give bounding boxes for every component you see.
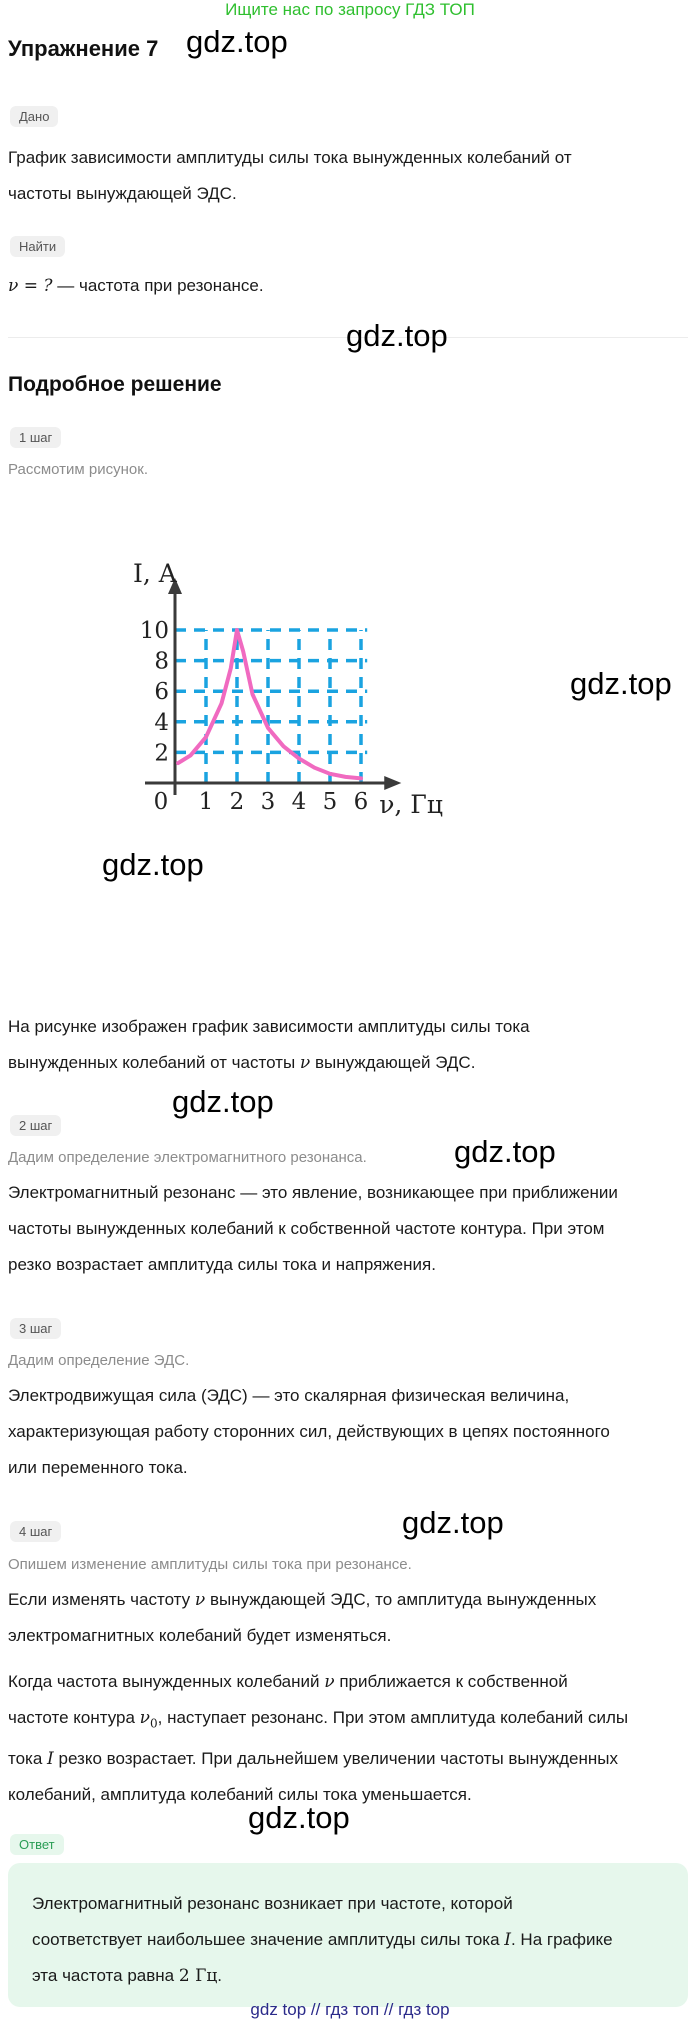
step4-line: приближается к собственной [334,1672,568,1691]
answer-value: 2 Гц [178,1966,218,1986]
y-tick-label: 8 [154,648,169,675]
step-caption: Дадим определение электромагнитного резонанса. [8,1149,367,1166]
step4-line: вынуждающей ЭДС, то амплитуда вынужденных [205,1590,597,1609]
given-line: График зависимости амплитуды силы тока вынужденных колебаний от [8,148,572,167]
x-tick-label: 5 [322,789,338,815]
step4-line: колебаний, амплитуда колебаний силы тока уменьшается. [8,1785,472,1805]
answer-line: . [217,1966,222,1985]
step-caption: Дадим определение ЭДС. [8,1352,190,1369]
x-axis-arrow [384,776,401,790]
given-line: частоты вынуждающей ЭДС. [8,184,237,203]
y-tick-label: 4 [154,709,169,736]
solution-heading: Подробное решение [8,373,222,396]
step1-line: вынуждающей ЭДС. [310,1053,476,1072]
step4-line: частоте контура [8,1708,140,1727]
step4-line: Когда частота вынужденных колебаний [8,1672,325,1691]
answer-line: соответствует наибольшее значение амплитуды силы тока [32,1930,505,1949]
answer-line: . На графике [510,1930,613,1949]
x-tick-label: 4 [291,789,307,815]
step4-text [8,1582,678,1813]
given-chip: Дано [10,106,58,127]
step1-line: На рисунке изображен график зависимости амплитуды силы тока [8,1017,530,1036]
step4-line: Если изменять частоту [8,1590,195,1609]
step-chip: 3 шаг [10,1318,61,1339]
y-tick-label: 6 [154,679,169,706]
nu-symbol: ν [194,1590,206,1610]
step1-line: вынужденных колебаний от частоты [8,1053,300,1072]
step3-line: или переменного тока. [8,1458,188,1477]
given-text [8,140,678,212]
footer-links[interactable]: gdz top // гдз топ // гдз top [250,2000,450,2019]
x-axis-label: ν, Гц [379,790,443,819]
chart-axes [145,578,401,795]
step3-text [8,1378,678,1486]
find-symbol: ν = ? [8,276,53,296]
step-chip: 1 шаг [10,427,61,448]
step-caption: Рассмотим рисунок. [8,461,148,478]
chart-grid [175,630,367,783]
watermark: gdz.top [346,318,448,353]
current-symbol: I [504,1930,511,1950]
step4-line: электромагнитных колебаний будет изменяться. [8,1626,392,1645]
step2-line: частоты вынужденных колебаний к собственной частоте контура. При этом [8,1219,605,1238]
watermark: gdz.top [248,1800,350,1835]
step1-text [8,1009,678,1081]
x-tick-label: 2 [229,789,245,815]
watermark: gdz.top [570,666,672,701]
nu0-symbol: ν [139,1708,150,1728]
step2-line: Электромагнитный резонанс — это явление, возникающее при приближении [8,1183,618,1202]
step4-line: , наступает резонанс. При этом амплитуда колебаний силы [157,1708,629,1727]
step3-line: Электродвижущая сила (ЭДС) — это скалярная физическая величина, [8,1386,570,1405]
nu-symbol: ν [324,1672,335,1692]
y-tick-label: 10 [139,618,169,644]
answer-chip: Ответ [10,1834,64,1855]
step4-line: резко возрастает. При дальнейшем увеличении частоты вынужденных [53,1749,618,1769]
step-caption: Опишем изменение амплитуды силы тока при резонансе. [8,1556,412,1573]
answer-text [32,1886,662,1994]
page-title: Упражнение 7 [8,36,159,61]
answer-line: Электромагнитный резонанс возникает при частоте, которой [32,1894,513,1913]
step3-line: характеризующая работу сторонних сил, действующих в цепях постоянного [8,1422,610,1441]
current-symbol: I [47,1749,54,1770]
answer-line: эта частота равна [32,1966,179,1985]
watermark: gdz.top [102,847,204,882]
watermark: gdz.top [454,1134,556,1169]
resonance-chart [133,500,610,845]
find-text [8,268,678,304]
origin-label: 0 [153,789,169,815]
search-banner[interactable]: Ищите нас по запросу ГДЗ ТОП [225,0,475,19]
watermark: gdz.top [402,1505,504,1540]
watermark: gdz.top [172,1084,274,1119]
chart-labels [133,559,443,819]
find-chip: Найти [10,236,65,257]
y-tick-label: 2 [154,740,169,767]
watermark: gdz.top [186,24,288,59]
step-chip: 2 шаг [10,1115,61,1136]
step4-line: тока [8,1749,48,1769]
nu0-subscript: 0 [150,1716,158,1731]
x-tick-label: 3 [260,789,276,815]
step2-text [8,1175,678,1283]
step-chip: 4 шаг [10,1521,61,1542]
x-tick-label: 6 [353,789,369,815]
nu-symbol: ν [299,1053,311,1073]
find-description: — частота при резонансе. [52,276,264,295]
step2-line: резко возрастает амплитуда силы тока и напряжения. [8,1255,436,1274]
x-tick-label: 1 [198,789,214,815]
y-axis-label: I, A [133,559,177,588]
